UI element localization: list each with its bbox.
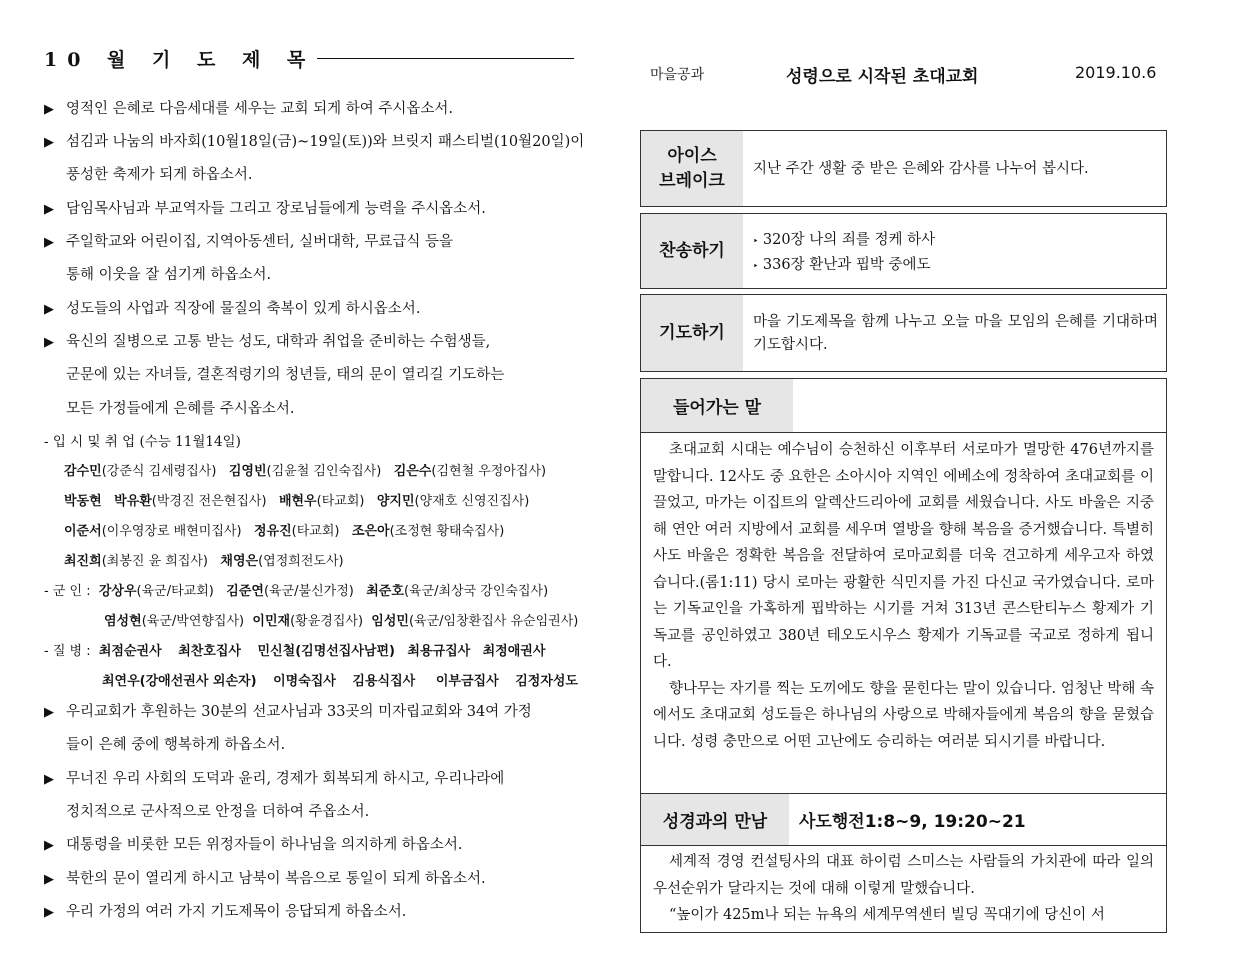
prayer-text: 대통령을 비롯한 모든 위정자들이 하나님을 의지하게 하옵소서. (66, 837, 463, 853)
icebreak-text: 지난 주간 생활 중 받은 은혜와 감사를 나누어 봅시다. (753, 161, 1089, 177)
hymn-text: 320장 나의 죄를 정케 하사 (762, 232, 936, 248)
bible-box (640, 793, 1167, 933)
intro-box (640, 378, 1167, 794)
parents: (육군/불신가정) (263, 584, 354, 599)
name: 이명숙집사 (273, 674, 336, 689)
parents: (양재호 신영진집사) (414, 494, 530, 509)
exam-row (64, 550, 344, 569)
name: 조은아 (351, 524, 390, 539)
bullet-icon: ▶ (44, 705, 54, 720)
intro-paragraph: 초대교회 시대는 예수님이 승천하신 이후부터 서로마가 멸망한 476년까지를 말합니다. 12사도 중 요한은 소아시아 지역인 에베소에 정착하여 초대교회를 이끌었고, 마가는 이집트의 알렉산드리아에 교회를 세웠습니다. 사도 바울은 지중해 연안 여러 지방에서 교회를 세우며 열방을 향해 복음을 증거했습니다. 특별히 사도 바울은 정확한 복음을 전달하여 로마교회를 더욱 견고하게 세우고자 하였습니다.(롬1:11) 당시 로마는 광활한 식민지를 가진 다신교 국가였습니다. 로마는 기독교인을 가혹하게 핍박하는 시기를 거쳐 313년 콘스탄티누스 황제가 기독교를 공인하였고 380년 테오도시우스 황제가 기독교를 국교로 정하게 됩니다. (653, 442, 1154, 670)
bible-reference: 사도행전1:8~9, 19:20~21 (799, 812, 1026, 832)
prayer-item (44, 297, 420, 318)
name: 박유환 (114, 494, 152, 509)
prayer-text: 풍성한 축제가 되게 하옵소서. (66, 167, 253, 183)
bible-paragraph: “높이가 425m나 되는 뉴욕의 세계무역센터 빌딩 꼭대기에 당신이 서 (669, 907, 1105, 923)
prayer-list-title-text: 10 월 기 도 제 목 (44, 48, 316, 71)
prayer-text: 주일학교와 어린이집, 지역아동센터, 실버대학, 무료급식 등을 (66, 234, 454, 250)
bullet-icon: ▶ (44, 772, 54, 787)
prayer-list-column (44, 40, 585, 920)
name: 김은수 (393, 464, 432, 479)
lesson-category: 마을공과 (650, 67, 705, 83)
exam-row (64, 490, 529, 509)
exam-row (64, 460, 546, 479)
prayer-item-cont (66, 263, 271, 284)
prayer-item (44, 833, 462, 854)
prayer-text: 우리 가정의 여러 가지 기도제목이 응답되게 하옵소서. (66, 904, 407, 920)
name: 배현우 (278, 494, 317, 509)
hymn-item (753, 229, 1158, 254)
hymn-item (753, 254, 1158, 279)
icebreak-label-line2: 브레이크 (659, 170, 725, 191)
sick-row (102, 670, 578, 689)
prayer-item (44, 330, 490, 351)
parents: (육군/최상국 강인숙집사) (403, 584, 549, 599)
bullet-icon: ▶ (44, 872, 54, 887)
prayer-box (640, 294, 1167, 372)
prayer-item-cont (66, 163, 253, 184)
parents: (타교회) (291, 524, 340, 539)
name: 채영은 (220, 554, 259, 569)
prayer-item-cont (66, 733, 285, 754)
sick-row (44, 640, 545, 659)
prayer-text: 북한의 문이 열리게 하시고 남북이 복음으로 통일이 되게 하옵소서. (66, 871, 486, 887)
title-rule (317, 58, 574, 59)
bullet-icon: ▶ (44, 135, 54, 150)
name: 염성현 (104, 614, 142, 629)
prayer-text: 영적인 은혜로 다음세대를 세우는 교회 되게 하여 주시옵소서. (66, 101, 454, 117)
name: 이준서 (64, 524, 102, 539)
parents: (강준식 김세령집사) (101, 464, 217, 479)
prayer-item (44, 97, 453, 118)
parents: (김윤철 김인숙집사) (266, 464, 382, 479)
bible-body (641, 846, 1166, 929)
prayer-text: 마을 기도제목을 함께 나누고 오늘 마을 모임의 은혜를 기대하며 기도합시다. (753, 314, 1158, 353)
bullet-icon: ▶ (44, 235, 54, 250)
prayer-text: 들이 은혜 중에 행복하게 하옵소서. (66, 737, 286, 753)
parents: (육군/타교회) (136, 584, 214, 599)
bullet-icon: ▶ (44, 302, 54, 317)
name: 최찬호집사 (178, 644, 241, 659)
bible-header (641, 794, 1166, 846)
army-row (104, 610, 578, 629)
prayer-text: 섬김과 나눔의 바자회(10월18일(금)~19일(토))와 브릿지 패스티벌(10월20일)이 (66, 134, 585, 150)
intro-header (641, 379, 1166, 433)
prayer-text: 통해 이웃을 잘 섬기게 하옵소서. (66, 267, 272, 283)
army-header: - 군 인 : (44, 584, 91, 599)
prayer-item (44, 700, 532, 721)
prayer-text: 무너진 우리 사회의 도덕과 윤리, 경제가 회복되게 하시고, 우리나라에 (66, 771, 505, 787)
parents: (육군/임창환집사 유순임권사) (408, 614, 579, 629)
prayer-text: 성도들의 사업과 직장에 물질의 축복이 있게 하시옵소서. (66, 301, 421, 317)
prayer-item (44, 900, 406, 921)
name: 임성민 (371, 614, 409, 629)
parents: (타교회) (316, 494, 365, 509)
prayer-label: 기도하기 (641, 295, 743, 371)
name: 김영빈 (228, 464, 267, 479)
name: 최준호 (366, 584, 404, 599)
prayer-item-cont (66, 397, 295, 418)
name: 민신철(김명선집사남편) (257, 644, 395, 659)
hymn-text: 336장 환난과 핍박 중에도 (762, 257, 931, 273)
name: 정유진 (253, 524, 292, 539)
name: 김정자성도 (515, 674, 578, 689)
bullet-icon: ▶ (44, 202, 54, 217)
bullet-icon: ▶ (44, 838, 54, 853)
name: 김용식집사 (352, 674, 416, 689)
prayer-list-title (44, 40, 574, 76)
name: 강상우 (98, 584, 137, 599)
prayer-text: 모든 가정들에게 은혜를 주시옵소서. (66, 401, 295, 417)
intro-label: 들어가는 말 (641, 379, 793, 432)
lesson-date: 2019.10.6 (1075, 63, 1157, 82)
prayer-item (44, 130, 584, 151)
name: 감수민 (64, 464, 102, 479)
name: 이부금집사 (435, 674, 499, 689)
parents: (박경진 전은현집사) (151, 494, 267, 509)
prayer-item (44, 197, 486, 218)
bullet-icon: ‣ (753, 262, 759, 272)
name: 양지민 (376, 494, 415, 509)
sick-header: - 질 병 : (44, 644, 91, 659)
prayer-text: 정치적으로 군사적으로 안정을 더하여 주옵소서. (66, 804, 370, 820)
prayer-text: 군문에 있는 자녀들, 결혼적령기의 청년들, 태의 문이 열리길 기도하는 (66, 367, 505, 383)
prayer-item (44, 767, 504, 788)
parents: (육군/박연향집사) (141, 614, 245, 629)
name: 최정애권사 (482, 644, 546, 659)
bullet-icon: ▶ (44, 102, 54, 117)
name: 김준연 (226, 584, 264, 599)
icebreak-label-line1: 아이스 (667, 145, 717, 166)
parents: (최봉진 윤 희집사) (101, 554, 209, 569)
parents: (엽정희전도사) (258, 554, 344, 569)
prayer-item-cont (66, 363, 504, 384)
name: 박동현 (64, 494, 102, 509)
prayer-item (44, 230, 453, 251)
bible-label: 성경과의 만남 (641, 794, 789, 845)
bullet-icon: ‣ (753, 237, 759, 247)
intro-paragraph: 향나무는 자기를 찍는 도끼에도 향을 묻힌다는 말이 있습니다. 엄청난 박해 속에서도 초대교회 성도들은 하나님의 사랑으로 박해자들에게 복음의 향을 묻혔습니다. 성령 충만으로 어떤 고난에도 승리하는 여러분 되시기를 바랍니다. (653, 680, 1154, 750)
parents: (김현철 우정아집사) (431, 464, 547, 479)
name: 최점순권사 (98, 644, 162, 659)
icebreak-box (640, 130, 1167, 207)
exam-row (64, 520, 504, 539)
lesson-title: 성령으로 시작된 초대교회 (786, 67, 979, 87)
hymn-box (640, 213, 1167, 289)
army-row (44, 580, 548, 599)
name: 최용규집사 (407, 644, 471, 659)
prayer-item-cont (66, 800, 369, 821)
name: 최진희 (64, 554, 102, 569)
prayer-text: 육신의 질병으로 고통 받는 성도, 대학과 취업을 준비하는 수험생들, (66, 334, 491, 350)
bible-paragraph: 세계적 경영 컨설팅사의 대표 하이럼 스미스는 사람들의 가치관에 따라 일의 우선순위가 달라지는 것에 대해 이렇게 말했습니다. (653, 854, 1154, 897)
name: 최연우(강애선권사 외손자) (102, 674, 257, 689)
hymn-label: 찬송하기 (641, 214, 743, 288)
name: 이민재 (252, 614, 291, 629)
parents: (황윤경집사) (290, 614, 364, 629)
prayer-text: 우리교회가 후원하는 30분의 선교사님과 33곳의 미자립교회와 34여 가정 (66, 704, 532, 720)
parents: (조정현 황태숙집사) (389, 524, 505, 539)
exam-header: - 입 시 및 취 업 (수능 11월14일) (44, 434, 241, 450)
parents: (이우영장로 배현미집사) (101, 524, 242, 539)
intro-body (641, 433, 1166, 755)
prayer-item (44, 867, 486, 888)
prayer-text: 담임목사님과 부교역자들 그리고 장로님들에게 능력을 주시옵소서. (66, 201, 486, 217)
hymn-list (753, 229, 1158, 279)
bullet-icon: ▶ (44, 905, 54, 920)
icebreak-label (641, 131, 743, 206)
bullet-icon: ▶ (44, 335, 54, 350)
